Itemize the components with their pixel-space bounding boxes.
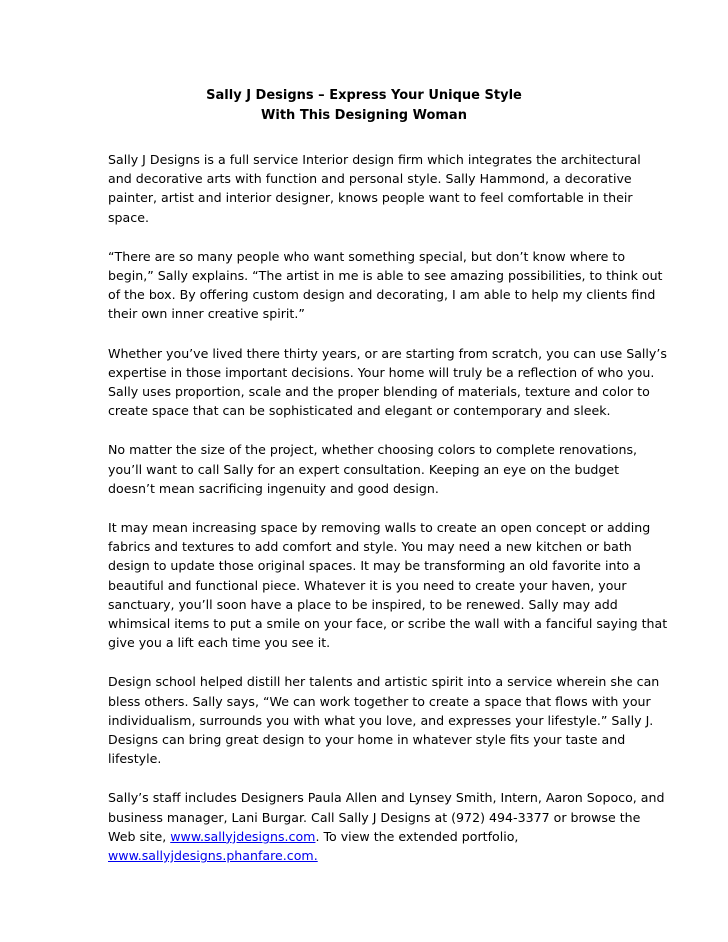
portfolio-intro-text: . To view the extended portfolio,	[315, 828, 519, 844]
website-prefix-text: Web site,	[108, 828, 171, 844]
paragraph-line: Sally’s staff includes Designers Paula Allen and Lynsey Smith, Intern, Aaron Sopoco, and	[108, 790, 665, 806]
paragraph-line: lifestyle.	[108, 751, 162, 767]
paragraph-line: create space that can be sophisticated and elegant or contemporary and sleek.	[108, 403, 611, 419]
paragraph-line: give you a lift each time you see it.	[108, 635, 331, 651]
paragraph-line: Sally J Designs is a full service Interior design firm which integrates the architectural	[108, 152, 641, 167]
paragraph-line	[108, 827, 628, 846]
page-title	[0, 86, 728, 126]
paragraph-line: No matter the size of the project, whether choosing colors to complete renovations,	[108, 442, 638, 458]
paragraph-line: and decorative arts with function and personal style. Sally Hammond, a decorative	[108, 171, 632, 187]
paragraph-line: painter, artist and interior designer, knows people want to feel comfortable in their	[108, 190, 633, 206]
paragraph-line: you’ll want to call Sally for an expert consultation. Keeping an eye on the budget	[108, 461, 620, 477]
paragraph-line: Whether you’ve lived there thirty years, or are starting from scratch, you can use Sally’s	[108, 345, 667, 361]
paragraph-line: of the box. By offering custom design and decorating, I am able to help my clients find	[108, 287, 656, 303]
paragraph-ideas	[108, 518, 668, 652]
paragraph-consultation	[108, 440, 638, 498]
paragraph-line: fabrics and textures to add comfort and style. You may need a new kitchen or bath	[108, 539, 632, 555]
paragraph-line: individualism, surrounds you with what you love, and expresses your lifestyle.” Sally J.	[108, 712, 654, 728]
paragraph-contact	[108, 788, 665, 865]
paragraph-line: whimsical items to put a smile on your face, or scribe the wall with a fanciful saying that	[108, 616, 668, 632]
paragraph-line: “There are so many people who want something special, but don’t know where to	[108, 248, 626, 264]
paragraph-design-school	[108, 672, 660, 768]
paragraph-expertise	[108, 344, 667, 421]
paragraph-line: Sally uses proportion, scale and the proper blending of materials, texture and color to	[108, 384, 650, 400]
portfolio-link[interactable]: www.sallyjdesigns.phanfare.com.	[108, 848, 318, 864]
paragraph-line: doesn’t mean sacrificing ingenuity and good design.	[108, 480, 439, 496]
article-body	[108, 150, 668, 885]
title-line-2: With This Designing Woman	[261, 108, 467, 123]
paragraph-line: sanctuary, you’ll soon have a place to be inspired, to be renewed. Sally may add	[108, 596, 618, 612]
paragraph-quote	[108, 247, 663, 324]
paragraph-line: space.	[108, 209, 149, 225]
paragraph-line: their own inner creative spirit.”	[108, 306, 305, 322]
paragraph-line: bless others. Sally says, “We can work together to create a space that flows with your	[108, 693, 651, 709]
paragraph-line: expertise in those important decisions. Your home will truly be a reflection of who you.	[108, 364, 655, 380]
paragraph-line: beautiful and functional piece. Whatever it is you need to create your haven, your	[108, 577, 627, 593]
title-line-1: Sally J Designs – Express Your Unique Style	[206, 88, 522, 103]
paragraph-line: Designs can bring great design to your home in whatever style fits your taste and	[108, 732, 626, 748]
paragraph-intro	[108, 150, 641, 227]
paragraph-line: design to update those original spaces. It may be transforming an old favorite into a	[108, 558, 641, 574]
paragraph-line: It may mean increasing space by removing walls to create an open concept or adding	[108, 520, 651, 536]
paragraph-line: Design school helped distill her talents and artistic spirit into a service wherein she can	[108, 674, 660, 690]
paragraph-line: begin,” Sally explains. “The artist in me is able to see amazing possibilities, to think out	[108, 268, 663, 284]
paragraph-line	[108, 846, 628, 865]
paragraph-line: business manager, Lani Burgar. Call Sally J Designs at (972) 494-3377 or browse the	[108, 809, 641, 825]
website-link[interactable]: www.sallyjdesigns.com	[170, 828, 316, 844]
